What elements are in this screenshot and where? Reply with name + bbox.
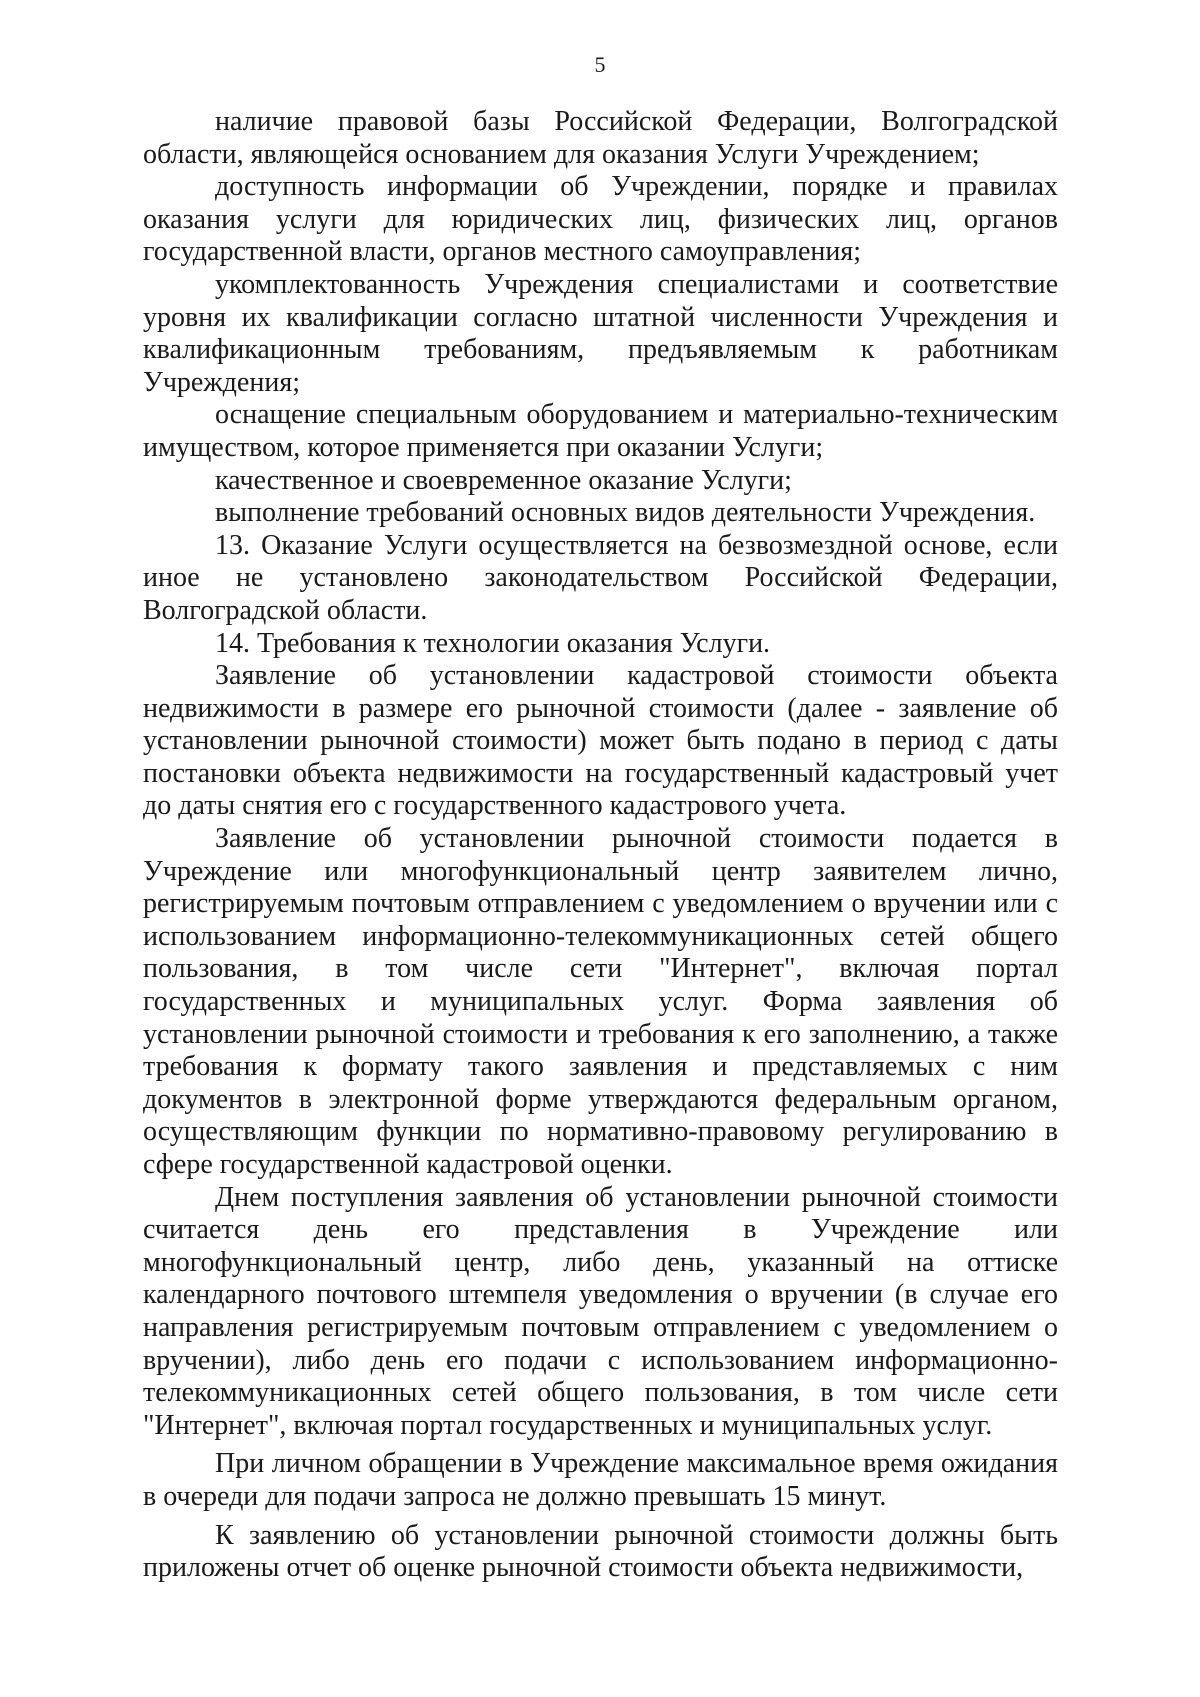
paragraph: Заявление об установлении рыночной стоимости подается в Учреждение или многофункциональный центр заявителем лично, регистрируемым почтовым отправлением с уведомлением о вручении или с использованием информационно-телекоммуникационных сетей общего пользования, в том числе сети "Интернет", включая портал государственных и муниципальных услуг. Форма заявления об установлении рыночной стоимости и требования к его заполнению, а также требования к формату такого заявления и представляемых с ним документов в электронной форме утверждаются федеральным органом, осуществляющим функции по нормативно-правовому регулированию в сфере государственной кадастровой оценки. [143,823,1058,1180]
paragraph: качественное и своевременное оказание Услуги; [215,464,792,496]
paragraph: 13. Оказание Услуги осуществляется на безвозмездной основе, если иное не установлено законодательством Российской Федерации, Волгоградской области. [143,529,1058,626]
paragraph: доступность информации об Учреждении, порядке и правилах оказания услуги для юридических лиц, физических лиц, органов государственной власти, органов местного самоуправления; [143,171,1058,268]
paragraph: При личном обращении в Учреждение максимальное время ожидания в очереди для подачи запроса не должно превышать 15 минут. [143,1448,1058,1512]
document-body [143,106,1058,1585]
paragraph: Заявление об установлении кадастровой стоимости объекта недвижимости в размере его рыночной стоимости (далее - заявление об установлении рыночной стоимости) может быть подано в период с даты постановки объекта недвижимости на государственный кадастровый учет до даты снятия его с государственного кадастрового учета. [143,660,1058,822]
paragraph: оснащение специальным оборудованием и материально-техническим имуществом, которое применяется при оказании Услуги; [143,399,1058,463]
paragraph: 14. Требования к технологии оказания Услуги. [215,627,771,659]
page-number: 5 [594,52,606,77]
paragraph: выполнение требований основных видов деятельности Учреждения. [215,497,1036,529]
paragraph: Днем поступления заявления об установлении рыночной стоимости считается день его представления в Учреждение или многофункциональный центр, либо день, указанный на оттиске календарного почтового штемпеля уведомления о вручении (в случае его направления регистрируемым почтовым отправлением с уведомлением о вручении), либо день его подачи с использованием информационно-телекоммуникационных сетей общего пользования, в том числе сети "Интернет", включая портал государственных и муниципальных услуг. [143,1181,1058,1441]
paragraph: наличие правовой базы Российской Федерации, Волгоградской области, являющейся основанием для оказания Услуги Учреждением; [143,106,1058,170]
paragraph: укомплектованность Учреждения специалистами и соответствие уровня их квалификации согласно штатной численности Учреждения и квалификационным требованиям, предъявляемым к работникам Учреждения; [143,268,1058,398]
paragraph: К заявлению об установлении рыночной стоимости должны быть приложены отчет об оценке рыночной стоимости объекта недвижимости, [143,1519,1058,1584]
